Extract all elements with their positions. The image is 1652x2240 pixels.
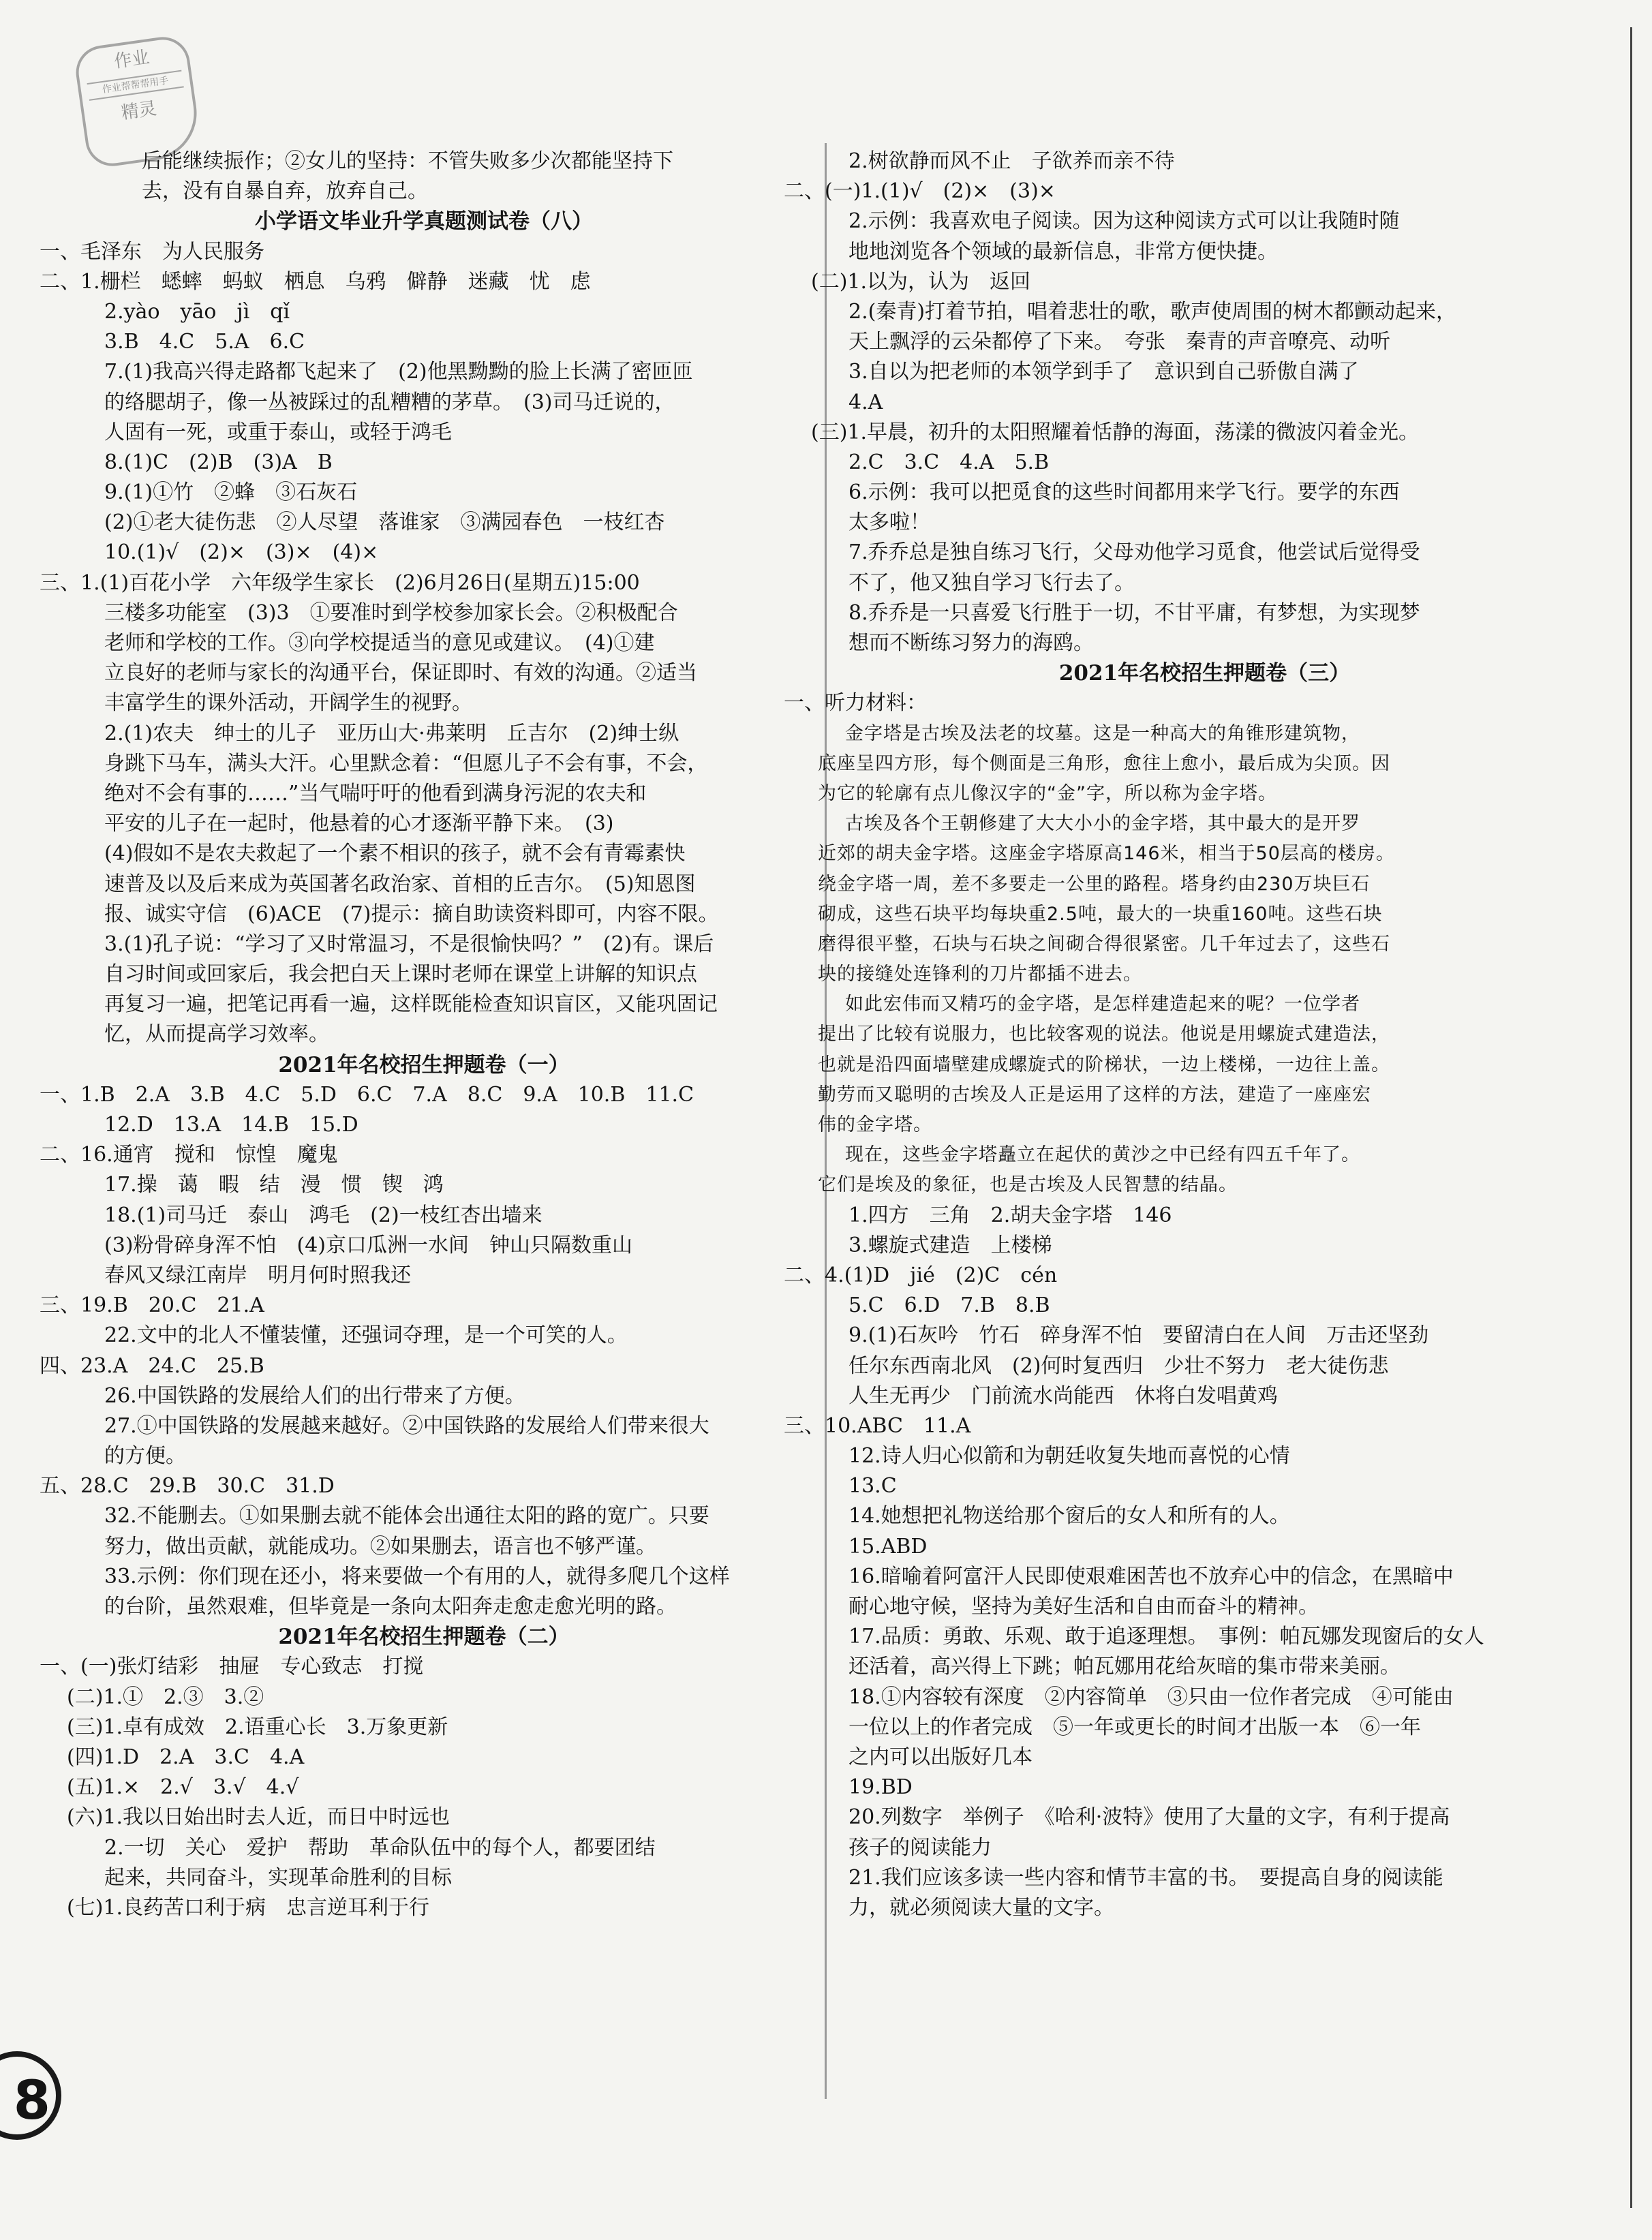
answer-line: 12.诗人归心似箭和为朝廷收复失地而喜悦的心情 [848, 1444, 1290, 1469]
answer-line: 16.暗喻着阿富汗人民即使艰难困苦也不放弃心中的信念，在黑暗中 [848, 1564, 1454, 1589]
answer-line: 20.列数字 举例子 《哈利·波特》使用了大量的文字，有利于提高 [848, 1805, 1450, 1830]
answer-line: 22.文中的北人不懂装懂，还强词夺理，是一个可笑的人。 [104, 1323, 628, 1348]
answer-line: 二、4.(1)D jié (2)C cén [784, 1263, 1058, 1287]
answer-line: 二、(一)1.(1)√ (2)× (3)× [784, 179, 1056, 204]
answer-line: (三)1.早晨，初升的太阳照耀着恬静的海面，荡漾的微波闪着金光。 [811, 420, 1420, 444]
stamp-middle-text: 作业帮帮帮用手 [87, 70, 184, 101]
answer-line: 三楼多功能室 (3)3 ①要准时到学校参加家长会。②积极配合 [104, 600, 678, 625]
answer-line: 8.乔乔是一只喜爱飞行胜于一切，不甘平庸，有梦想，为实现梦 [848, 600, 1420, 625]
answer-line: 33.示例：你们现在还小，将来要做一个有用的人，就得多爬几个这样 [104, 1564, 730, 1589]
answer-line: 现在，这些金字塔矗立在起伏的黄沙之中已经有四五千年了。 [845, 1144, 1360, 1166]
answer-line: 一、1.B 2.A 3.B 4.C 5.D 6.C 7.A 8.C 9.A 10.B 11.C [40, 1082, 694, 1107]
answer-line: 金字塔是古埃及法老的坟墓。这是一种高大的角锥形建筑物， [845, 722, 1360, 744]
answer-line: 丰富学生的课外活动，开阔学生的视野。 [104, 691, 472, 716]
answer-line: 努力，做出贡献，就能成功。②如果删去，语言也不够严谨。 [104, 1534, 656, 1559]
answer-line: 身跳下马车，满头大汗。心里默念着：“但愿儿子不会有事，不会， [104, 751, 708, 776]
answer-line: 6.示例：我可以把觅食的这些时间都用来学飞行。要学的东西 [848, 480, 1400, 505]
answer-line: 也就是沿四面墙壁建成螺旋式的阶梯状，一边上楼梯，一边往上盖。 [818, 1054, 1390, 1075]
answer-line: 绕金字塔一周，差不多要走一公里的路程。塔身约由230万块巨石 [818, 873, 1371, 895]
answer-line: 想而不断练习努力的海鸥。 [848, 631, 1094, 655]
answer-line: 13.C [848, 1474, 897, 1499]
answer-line: 9.(1)石灰吟 竹石 碎身浑不怕 要留清白在人间 万击还坚劲 [848, 1323, 1429, 1348]
page-number: 8 [0, 2051, 61, 2140]
answer-line: 如此宏伟而又精巧的金字塔，是怎样建造起来的呢？一位学者 [845, 994, 1360, 1015]
answer-line: 三、19.B 20.C 21.A [40, 1293, 264, 1318]
answer-line: 3.自以为把老师的本领学到手了 意识到自己骄傲自满了 [848, 360, 1359, 384]
answer-line: 二、1.栅栏 蟋蟀 蚂蚁 栖息 乌鸦 僻静 迷藏 忧 虑 [40, 269, 591, 294]
answer-line: 还活着，高兴得上下跳；帕瓦娜用花给灰暗的集市带来美丽。 [848, 1655, 1401, 1679]
answer-line: 27.①中国铁路的发展越来越好。②中国铁路的发展给人们带来很大 [104, 1413, 709, 1438]
answer-line: 21.我们应该多读一些内容和情节丰富的书。 要提高自身的阅读能 [848, 1865, 1443, 1890]
answer-line: 2.yào yāo jì qǐ [104, 299, 290, 324]
page-edge-line [1630, 27, 1632, 2208]
answer-line: 去，没有自暴自弃，放弃自己。 [142, 179, 428, 204]
answer-line: 2.(1)农夫 绅士的儿子 亚历山大·弗莱明 丘吉尔 (2)绅士纵 [104, 721, 679, 746]
answer-line: 5.C 6.D 7.B 8.B [848, 1293, 1050, 1318]
answer-line: 再复习一遍，把笔记再看一遍，这样既能检查知识盲区，又能巩固记 [104, 992, 718, 1017]
answer-line: 的方便。 [104, 1444, 186, 1469]
answer-line: 伟的金字塔。 [818, 1114, 932, 1135]
answer-line: 18.①内容较有深度 ②内容简单 ③只由一位作者完成 ④可能由 [848, 1685, 1454, 1709]
answer-line: 勤劳而又聪明的古埃及人正是运用了这样的方法，建造了一座座宏 [818, 1084, 1371, 1105]
answer-line: 平安的儿子在一起时，他悬着的心才逐渐平静下来。 (3) [104, 812, 614, 836]
answer-line: (2)①老大徒伤悲 ②人尽望 落谁家 ③满园春色 一枝红杏 [104, 510, 665, 535]
answer-line: 任尔东西南北风 (2)何时复西归 少壮不努力 老大徒伤悲 [848, 1353, 1389, 1378]
answer-line: 2.C 3.C 4.A 5.B [848, 450, 1050, 474]
answer-line: (四)1.D 2.A 3.C 4.A [67, 1745, 305, 1769]
answer-line: 起来，共同奋斗，实现革命胜利的目标 [104, 1865, 452, 1890]
answer-line: 它们是埃及的象征，也是古埃及人民智慧的结晶。 [818, 1174, 1238, 1196]
answer-line: 人固有一死，或重于泰山，或轻于鸿毛 [104, 420, 452, 444]
answer-line: 14.她想把礼物送给那个窗后的女人和所有的人。 [848, 1504, 1290, 1529]
answer-line: 耐心地守候，坚持为美好生活和自由而奋斗的精神。 [848, 1595, 1319, 1618]
answer-line: 底座呈四方形，每个侧面是三角形，愈往上愈小，最后成为尖顶。因 [818, 752, 1390, 774]
answer-line: 为它的轮廓有点儿像汉字的“金”字，所以称为金字塔。 [818, 782, 1277, 804]
answer-line: 一、听力材料： [784, 691, 927, 716]
answer-line: (4)假如不是农夫救起了一个素不相识的孩子，就不会有青霉素快 [104, 842, 686, 866]
answer-line: 一位以上的作者完成 ⑤一年或更长的时间才出版一本 ⑥一年 [848, 1715, 1421, 1739]
stamp-bottom-text: 精灵 [120, 98, 158, 124]
answer-line: 8.(1)C (2)B (3)A B [104, 450, 333, 474]
answer-line: 力，就必须阅读大量的文字。 [848, 1895, 1114, 1920]
answer-line: (二)1.① 2.③ 3.② [67, 1685, 264, 1709]
answer-line: (3)粉骨碎身浑不怕 (4)京口瓜洲一水间 钟山只隔数重山 [104, 1233, 632, 1257]
answer-line: 12.D 13.A 14.B 15.D [104, 1113, 358, 1137]
answer-line: 3.螺旋式建造 上楼梯 [848, 1233, 1052, 1257]
answer-line: 磨得很平整，石块与石块之间砌合得很紧密。几千年过去了，这些石 [818, 933, 1390, 955]
answer-line: 26.中国铁路的发展给人们的出行带来了方便。 [104, 1383, 525, 1408]
answer-line: 二、16.通宵 搅和 惊惶 魔鬼 [40, 1143, 338, 1167]
answer-line: 提出了比较有说服力，也比较客观的说法。他说是用螺旋式建造法， [818, 1024, 1390, 1045]
answer-line: 10.(1)√ (2)× (3)× (4)× [104, 540, 379, 565]
answer-line: (五)1.× 2.√ 3.√ 4.√ [67, 1775, 299, 1800]
answer-line: 2.示例：我喜欢电子阅读。因为这种阅读方式可以让我随时随 [848, 209, 1400, 234]
answer-line: 2.树欲静而风不止 子欲养而亲不待 [848, 149, 1175, 173]
section-heading: 2021年名校招生押题卷（二） [278, 1625, 570, 1650]
answer-line: (三)1.卓有成效 2.语重心长 3.万象更新 [67, 1715, 448, 1739]
answer-line: 太多啦！ [848, 510, 930, 535]
answer-line: 天上飘浮的云朵都停了下来。 夸张 秦青的声音嘹亮、动听 [848, 330, 1390, 354]
section-heading: 2021年名校招生押题卷（一） [278, 1052, 570, 1077]
answer-line: 立良好的老师与家长的沟通平台，保证即时、有效的沟通。②适当 [104, 661, 697, 686]
answer-line: 地地浏览各个领域的最新信息，非常方便快捷。 [848, 239, 1278, 264]
answer-line: 的台阶，虽然艰难，但毕竟是一条向太阳奔走愈走愈光明的路。 [104, 1595, 677, 1618]
left-column [40, 147, 808, 1923]
answer-line: 速普及以及后来成为英国著名政治家、首相的丘吉尔。 (5)知恩图 [104, 872, 696, 896]
answer-line: 之内可以出版好几本 [848, 1745, 1032, 1769]
answer-line: 报、诚实守信 (6)ACE (7)提示：摘自助读资料即可，内容不限。 [104, 902, 719, 926]
answer-line: 五、28.C 29.B 30.C 31.D [40, 1474, 335, 1499]
answer-line: 三、10.ABC 11.A [784, 1413, 971, 1438]
stamp-top-text: 作业 [112, 47, 151, 73]
answer-line: 17.操 蔼 暇 结 漫 惯 锲 鸿 [104, 1173, 444, 1197]
answer-line: 19.BD [848, 1775, 913, 1800]
answer-line: 三、1.(1)百花小学 六年级学生家长 (2)6月26日(星期五)15:00 [40, 570, 640, 595]
answer-line: 的络腮胡子，像一丛被踩过的乱糟糟的茅草。 (3)司马迁说的， [104, 390, 675, 414]
answer-line: 9.(1)①竹 ②蜂 ③石灰石 [104, 480, 358, 505]
answer-line: 15.ABD [848, 1534, 928, 1559]
answer-line: 不了，他又独自学习飞行去了。 [848, 570, 1135, 595]
answer-line: 7.(1)我高兴得走路都飞起来了 (2)他黑黝黝的脸上长满了密匝匝 [104, 360, 693, 384]
answer-line: 一、(一)张灯结彩 抽屉 专心致志 打搅 [40, 1655, 424, 1679]
answer-line: 古埃及各个王朝修建了大大小小的金字塔，其中最大的是开罗 [845, 813, 1360, 835]
answer-line: 32.不能删去。①如果删去就不能体会出通往太阳的路的宽广。只要 [104, 1504, 709, 1529]
answer-line: 2.(秦青)打着节拍，唱着悲壮的歌，歌声使周围的树木都颤动起来， [848, 299, 1457, 324]
answer-line: 人生无再少 门前流水尚能西 休将白发唱黄鸡 [848, 1383, 1278, 1408]
answer-line: 块的接缝处连锋利的刀片都插不进去。 [818, 964, 1142, 985]
answer-line: 后能继续振作；②女儿的坚持：不管失败多少次都能坚持下 [142, 149, 673, 173]
answer-line: 1.四方 三角 2.胡夫金字塔 146 [848, 1203, 1172, 1227]
answer-line: 自习时间或回家后，我会把白天上课时老师在课堂上讲解的知识点 [104, 962, 697, 987]
answer-line: 3.(1)孔子说：“学习了又时常温习，不是很愉快吗？” (2)有。课后 [104, 932, 714, 956]
section-heading: 2021年名校招生押题卷（三） [1058, 661, 1351, 686]
answer-line: 4.A [848, 390, 883, 414]
answer-line: 7.乔乔总是独自练习飞行，父母劝他学习觅食，他尝试后觉得受 [848, 540, 1420, 565]
answer-line: (六)1.我以日始出时去人近，而日中时远也 [67, 1805, 450, 1830]
right-column [784, 147, 1625, 1923]
section-heading: 小学语文毕业升学真题测试卷（八） [255, 209, 593, 234]
answer-line: 2.一切 关心 爱护 帮助 革命队伍中的每个人，都要团结 [104, 1835, 656, 1860]
answer-line: 老师和学校的工作。③向学校提适当的意见或建议。 (4)①建 [104, 631, 655, 655]
answer-line: 春风又绿江南岸 明月何时照我还 [104, 1263, 411, 1287]
answer-line: (七)1.良药苦口利于病 忠言逆耳利于行 [67, 1895, 430, 1920]
answer-line: 3.B 4.C 5.A 6.C [104, 330, 305, 354]
answer-line: 近郊的胡夫金字塔。这座金字塔原高146米，相当于50层高的楼房。 [818, 843, 1395, 865]
answer-line: 18.(1)司马迁 泰山 鸿毛 (2)一枝红杏出墙来 [104, 1203, 542, 1227]
answer-line: 孩子的阅读能力 [848, 1835, 992, 1860]
answer-line: (二)1.以为，认为 返回 [811, 269, 1031, 294]
answer-line: 17.品质：勇敢、乐观、敢于追逐理想。 事例：帕瓦娜发现窗后的女人 [848, 1625, 1484, 1649]
answer-line: 砌成，这些石块平均每块重2.5吨，最大的一块重160吨。这些石块 [818, 903, 1383, 925]
answer-line: 绝对不会有事的……”当气喘吁吁的他看到满身污泥的农夫和 [104, 781, 647, 806]
answer-line: 四、23.A 24.C 25.B [40, 1353, 264, 1378]
answer-line: 忆，从而提高学习效率。 [104, 1022, 329, 1047]
answer-line: 一、毛泽东 为人民服务 [40, 239, 264, 264]
